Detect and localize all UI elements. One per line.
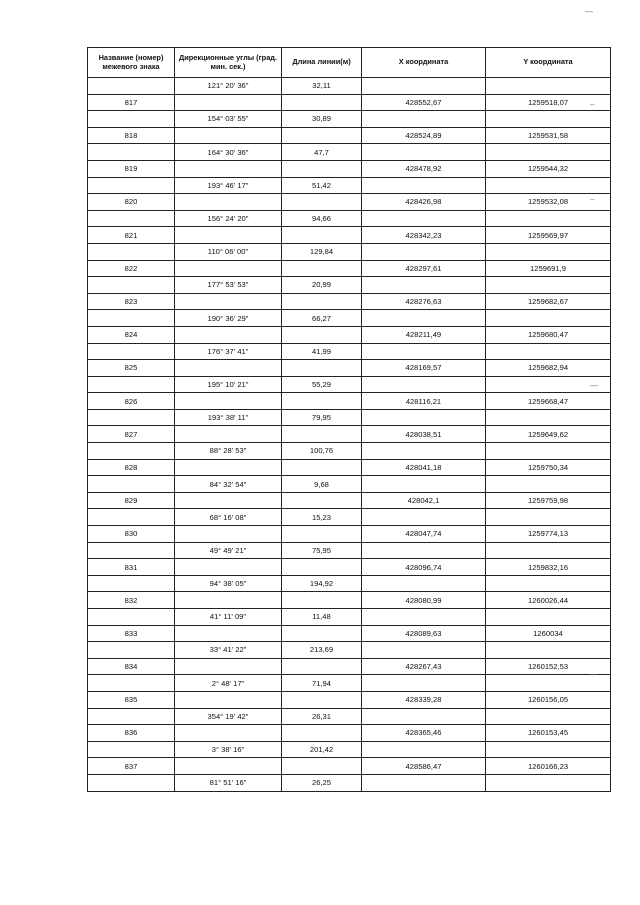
point-empty-length xyxy=(282,526,362,543)
point-name: 836 xyxy=(88,725,175,742)
segment-empty-name xyxy=(88,310,175,327)
segment-angle: 154° 03' 55" xyxy=(175,111,282,128)
point-x: 428267,43 xyxy=(362,658,486,675)
segment-empty-x xyxy=(362,675,486,692)
segment-empty-x xyxy=(362,708,486,725)
point-empty-length xyxy=(282,492,362,509)
segment-empty-name xyxy=(88,609,175,626)
point-empty-angle xyxy=(175,326,282,343)
segment-empty-x xyxy=(362,376,486,393)
segment-empty-x xyxy=(362,443,486,460)
point-name: 834 xyxy=(88,658,175,675)
segment-empty-name xyxy=(88,177,175,194)
segment-empty-y xyxy=(486,509,611,526)
segment-angle: 68° 16' 08" xyxy=(175,509,282,526)
point-empty-length xyxy=(282,758,362,775)
segment-angle: 2° 48' 17" xyxy=(175,675,282,692)
point-empty-length xyxy=(282,426,362,443)
point-x: 428426,98 xyxy=(362,194,486,211)
segment-row xyxy=(88,111,611,128)
segment-empty-name xyxy=(88,708,175,725)
point-empty-angle xyxy=(175,94,282,111)
segment-empty-y xyxy=(486,741,611,758)
segment-length: 100,76 xyxy=(282,443,362,460)
segment-row xyxy=(88,78,611,95)
point-y: 1260153,45 xyxy=(486,725,611,742)
point-row xyxy=(88,194,611,211)
segment-length: 129,84 xyxy=(282,243,362,260)
point-x: 428096,74 xyxy=(362,559,486,576)
segment-empty-y xyxy=(486,343,611,360)
point-name: 833 xyxy=(88,625,175,642)
segment-row xyxy=(88,376,611,393)
segment-length: 55,29 xyxy=(282,376,362,393)
table-body xyxy=(88,78,611,792)
segment-angle: 193° 38' 11" xyxy=(175,409,282,426)
point-name: 825 xyxy=(88,360,175,377)
point-empty-angle xyxy=(175,592,282,609)
point-y: 1259649,62 xyxy=(486,426,611,443)
segment-empty-x xyxy=(362,310,486,327)
point-empty-angle xyxy=(175,260,282,277)
point-row xyxy=(88,393,611,410)
point-y: 1260034 xyxy=(486,625,611,642)
point-y: 1260166,23 xyxy=(486,758,611,775)
point-x: 428297,61 xyxy=(362,260,486,277)
segment-empty-y xyxy=(486,542,611,559)
segment-row xyxy=(88,144,611,161)
segment-length: 79,95 xyxy=(282,409,362,426)
point-name: 822 xyxy=(88,260,175,277)
segment-angle: 156° 24' 20" xyxy=(175,210,282,227)
segment-empty-y xyxy=(486,243,611,260)
segment-row xyxy=(88,177,611,194)
segment-empty-name xyxy=(88,243,175,260)
point-y: 1259544,32 xyxy=(486,160,611,177)
segment-angle: 110° 06' 00" xyxy=(175,243,282,260)
segment-angle: 41° 11' 09" xyxy=(175,609,282,626)
point-row xyxy=(88,260,611,277)
table-header-row xyxy=(88,48,611,78)
point-empty-length xyxy=(282,725,362,742)
segment-row xyxy=(88,310,611,327)
point-empty-angle xyxy=(175,127,282,144)
point-row xyxy=(88,293,611,310)
point-x: 428080,99 xyxy=(362,592,486,609)
segment-empty-y xyxy=(486,409,611,426)
point-row xyxy=(88,94,611,111)
segment-row xyxy=(88,409,611,426)
point-empty-length xyxy=(282,592,362,609)
segment-empty-x xyxy=(362,343,486,360)
segment-length: 47,7 xyxy=(282,144,362,161)
point-empty-length xyxy=(282,94,362,111)
point-name: 835 xyxy=(88,691,175,708)
segment-empty-name xyxy=(88,343,175,360)
point-x: 428552,67 xyxy=(362,94,486,111)
point-y: 1259774,13 xyxy=(486,526,611,543)
point-x: 428586,47 xyxy=(362,758,486,775)
point-empty-length xyxy=(282,127,362,144)
point-empty-length xyxy=(282,293,362,310)
point-row xyxy=(88,625,611,642)
segment-empty-x xyxy=(362,277,486,294)
point-row xyxy=(88,658,611,675)
segment-angle: 195° 10' 21" xyxy=(175,376,282,393)
point-row xyxy=(88,227,611,244)
segment-length: 32,11 xyxy=(282,78,362,95)
segment-angle: 49° 49' 21" xyxy=(175,542,282,559)
point-x: 428276,63 xyxy=(362,293,486,310)
point-row xyxy=(88,426,611,443)
point-empty-angle xyxy=(175,691,282,708)
point-row xyxy=(88,360,611,377)
segment-length: 194,92 xyxy=(282,575,362,592)
point-x: 428211,49 xyxy=(362,326,486,343)
segment-row xyxy=(88,575,611,592)
segment-empty-x xyxy=(362,609,486,626)
segment-empty-y xyxy=(486,575,611,592)
segment-empty-name xyxy=(88,409,175,426)
point-y: 1259532,08 xyxy=(486,194,611,211)
point-y: 1259682,67 xyxy=(486,293,611,310)
segment-empty-name xyxy=(88,675,175,692)
point-x: 428365,46 xyxy=(362,725,486,742)
point-y: 1259518,07 xyxy=(486,94,611,111)
segment-angle: 33° 41' 22" xyxy=(175,642,282,659)
point-name: 818 xyxy=(88,127,175,144)
point-y: 1259691,9 xyxy=(486,260,611,277)
segment-empty-name xyxy=(88,144,175,161)
point-x: 428478,92 xyxy=(362,160,486,177)
point-empty-angle xyxy=(175,559,282,576)
segment-length: 15,23 xyxy=(282,509,362,526)
point-x: 428047,74 xyxy=(362,526,486,543)
segment-length: 26,25 xyxy=(282,774,362,791)
point-empty-length xyxy=(282,559,362,576)
segment-empty-x xyxy=(362,144,486,161)
segment-length: 41,99 xyxy=(282,343,362,360)
point-empty-angle xyxy=(175,293,282,310)
point-empty-length xyxy=(282,691,362,708)
header-point-name: Название (номер) межевого знака xyxy=(88,48,175,78)
segment-empty-x xyxy=(362,741,486,758)
segment-empty-x xyxy=(362,177,486,194)
point-row xyxy=(88,526,611,543)
scan-mark: — xyxy=(590,670,598,679)
point-x: 428342,23 xyxy=(362,227,486,244)
segment-row xyxy=(88,243,611,260)
header-length: Длина линии(м) xyxy=(282,48,362,78)
point-y: 1260156,05 xyxy=(486,691,611,708)
point-empty-length xyxy=(282,227,362,244)
point-y: 1259531,58 xyxy=(486,127,611,144)
segment-row xyxy=(88,774,611,791)
point-empty-angle xyxy=(175,658,282,675)
segment-empty-name xyxy=(88,78,175,95)
header-y: Y координата xyxy=(486,48,611,78)
segment-angle: 176° 37' 41" xyxy=(175,343,282,360)
point-y: 1259569,97 xyxy=(486,227,611,244)
point-name: 831 xyxy=(88,559,175,576)
point-row xyxy=(88,127,611,144)
point-row xyxy=(88,592,611,609)
segment-empty-name xyxy=(88,741,175,758)
point-x: 428116,21 xyxy=(362,393,486,410)
scan-mark: — xyxy=(590,381,598,390)
point-y: 1259680,47 xyxy=(486,326,611,343)
point-name: 821 xyxy=(88,227,175,244)
point-y: 1259668,47 xyxy=(486,393,611,410)
point-empty-angle xyxy=(175,426,282,443)
segment-empty-y xyxy=(486,78,611,95)
segment-row xyxy=(88,476,611,493)
point-empty-length xyxy=(282,459,362,476)
segment-angle: 88° 28' 53" xyxy=(175,443,282,460)
segment-length: 26,31 xyxy=(282,708,362,725)
point-row xyxy=(88,691,611,708)
point-row xyxy=(88,326,611,343)
segment-angle: 177° 53' 53" xyxy=(175,277,282,294)
segment-empty-x xyxy=(362,642,486,659)
point-x: 428169,57 xyxy=(362,360,486,377)
point-name: 837 xyxy=(88,758,175,775)
point-name: 823 xyxy=(88,293,175,310)
point-x: 428524,89 xyxy=(362,127,486,144)
scan-mark: – xyxy=(590,195,595,204)
segment-empty-x xyxy=(362,774,486,791)
point-y: 1260152,53 xyxy=(486,658,611,675)
point-empty-angle xyxy=(175,492,282,509)
point-y: 1259832,16 xyxy=(486,559,611,576)
header-angle: Дирекционные углы (град. мин. сек.) xyxy=(175,48,282,78)
segment-length: 51,42 xyxy=(282,177,362,194)
point-empty-angle xyxy=(175,725,282,742)
point-y: 1259750,34 xyxy=(486,459,611,476)
segment-row xyxy=(88,609,611,626)
segment-empty-x xyxy=(362,575,486,592)
segment-length: 213,69 xyxy=(282,642,362,659)
point-empty-angle xyxy=(175,194,282,211)
point-row xyxy=(88,758,611,775)
point-empty-length xyxy=(282,194,362,211)
scan-mark: — xyxy=(585,7,593,16)
segment-empty-x xyxy=(362,409,486,426)
segment-row xyxy=(88,277,611,294)
segment-empty-y xyxy=(486,476,611,493)
segment-angle: 81° 51' 16" xyxy=(175,774,282,791)
point-name: 830 xyxy=(88,526,175,543)
segment-empty-y xyxy=(486,277,611,294)
segment-empty-y xyxy=(486,609,611,626)
header-x: X координата xyxy=(362,48,486,78)
segment-angle: 121° 20' 36" xyxy=(175,78,282,95)
segment-row xyxy=(88,708,611,725)
point-empty-angle xyxy=(175,625,282,642)
point-name: 824 xyxy=(88,326,175,343)
segment-empty-y xyxy=(486,443,611,460)
segment-empty-y xyxy=(486,642,611,659)
point-name: 819 xyxy=(88,160,175,177)
segment-row xyxy=(88,343,611,360)
segment-empty-name xyxy=(88,111,175,128)
segment-empty-y xyxy=(486,111,611,128)
segment-empty-x xyxy=(362,78,486,95)
point-x: 428038,51 xyxy=(362,426,486,443)
segment-empty-name xyxy=(88,542,175,559)
point-empty-length xyxy=(282,393,362,410)
segment-angle: 164° 30' 36" xyxy=(175,144,282,161)
segment-row xyxy=(88,210,611,227)
scan-mark: – xyxy=(590,100,595,109)
segment-length: 201,42 xyxy=(282,741,362,758)
point-empty-length xyxy=(282,160,362,177)
point-empty-angle xyxy=(175,160,282,177)
segment-row xyxy=(88,675,611,692)
point-name: 828 xyxy=(88,459,175,476)
segment-empty-name xyxy=(88,774,175,791)
point-row xyxy=(88,559,611,576)
segment-length: 75,95 xyxy=(282,542,362,559)
point-empty-angle xyxy=(175,393,282,410)
point-empty-angle xyxy=(175,459,282,476)
point-empty-length xyxy=(282,360,362,377)
segment-length: 66,27 xyxy=(282,310,362,327)
point-empty-length xyxy=(282,326,362,343)
segment-empty-x xyxy=(362,476,486,493)
segment-length: 9,68 xyxy=(282,476,362,493)
segment-empty-y xyxy=(486,708,611,725)
point-name: 826 xyxy=(88,393,175,410)
segment-empty-y xyxy=(486,177,611,194)
point-row xyxy=(88,459,611,476)
point-x: 428339,28 xyxy=(362,691,486,708)
segment-angle: 94° 38' 05" xyxy=(175,575,282,592)
segment-length: 20,99 xyxy=(282,277,362,294)
point-name: 827 xyxy=(88,426,175,443)
segment-angle: 193° 46' 17" xyxy=(175,177,282,194)
point-empty-length xyxy=(282,625,362,642)
segment-angle: 3° 38' 16" xyxy=(175,741,282,758)
point-x: 428041,18 xyxy=(362,459,486,476)
point-empty-angle xyxy=(175,526,282,543)
point-name: 832 xyxy=(88,592,175,609)
segment-empty-name xyxy=(88,642,175,659)
segment-empty-name xyxy=(88,210,175,227)
segment-length: 11,48 xyxy=(282,609,362,626)
segment-empty-name xyxy=(88,376,175,393)
point-name: 820 xyxy=(88,194,175,211)
segment-angle: 84° 32' 54" xyxy=(175,476,282,493)
segment-row xyxy=(88,542,611,559)
segment-empty-x xyxy=(362,509,486,526)
point-x: 428042,1 xyxy=(362,492,486,509)
segment-empty-name xyxy=(88,476,175,493)
point-y: 1259759,98 xyxy=(486,492,611,509)
segment-empty-name xyxy=(88,277,175,294)
segment-empty-y xyxy=(486,774,611,791)
point-y: 1260026,44 xyxy=(486,592,611,609)
segment-angle: 354° 19' 42" xyxy=(175,708,282,725)
point-empty-angle xyxy=(175,360,282,377)
segment-length: 30,89 xyxy=(282,111,362,128)
segment-empty-name xyxy=(88,443,175,460)
point-x: 428089,63 xyxy=(362,625,486,642)
segment-empty-x xyxy=(362,243,486,260)
point-name: 829 xyxy=(88,492,175,509)
segment-empty-y xyxy=(486,310,611,327)
segment-empty-x xyxy=(362,111,486,128)
point-empty-angle xyxy=(175,227,282,244)
segment-empty-y xyxy=(486,144,611,161)
segment-angle: 190° 36' 29" xyxy=(175,310,282,327)
point-row xyxy=(88,492,611,509)
segment-row xyxy=(88,509,611,526)
segment-length: 71,94 xyxy=(282,675,362,692)
point-row xyxy=(88,160,611,177)
segment-row xyxy=(88,443,611,460)
coordinates-table xyxy=(87,47,611,792)
point-y: 1259682,94 xyxy=(486,360,611,377)
segment-empty-x xyxy=(362,542,486,559)
point-empty-length xyxy=(282,260,362,277)
segment-length: 94,66 xyxy=(282,210,362,227)
point-name: 817 xyxy=(88,94,175,111)
point-empty-length xyxy=(282,658,362,675)
segment-row xyxy=(88,642,611,659)
point-empty-angle xyxy=(175,758,282,775)
segment-empty-name xyxy=(88,509,175,526)
point-row xyxy=(88,725,611,742)
segment-row xyxy=(88,741,611,758)
segment-empty-name xyxy=(88,575,175,592)
segment-empty-x xyxy=(362,210,486,227)
segment-empty-y xyxy=(486,210,611,227)
